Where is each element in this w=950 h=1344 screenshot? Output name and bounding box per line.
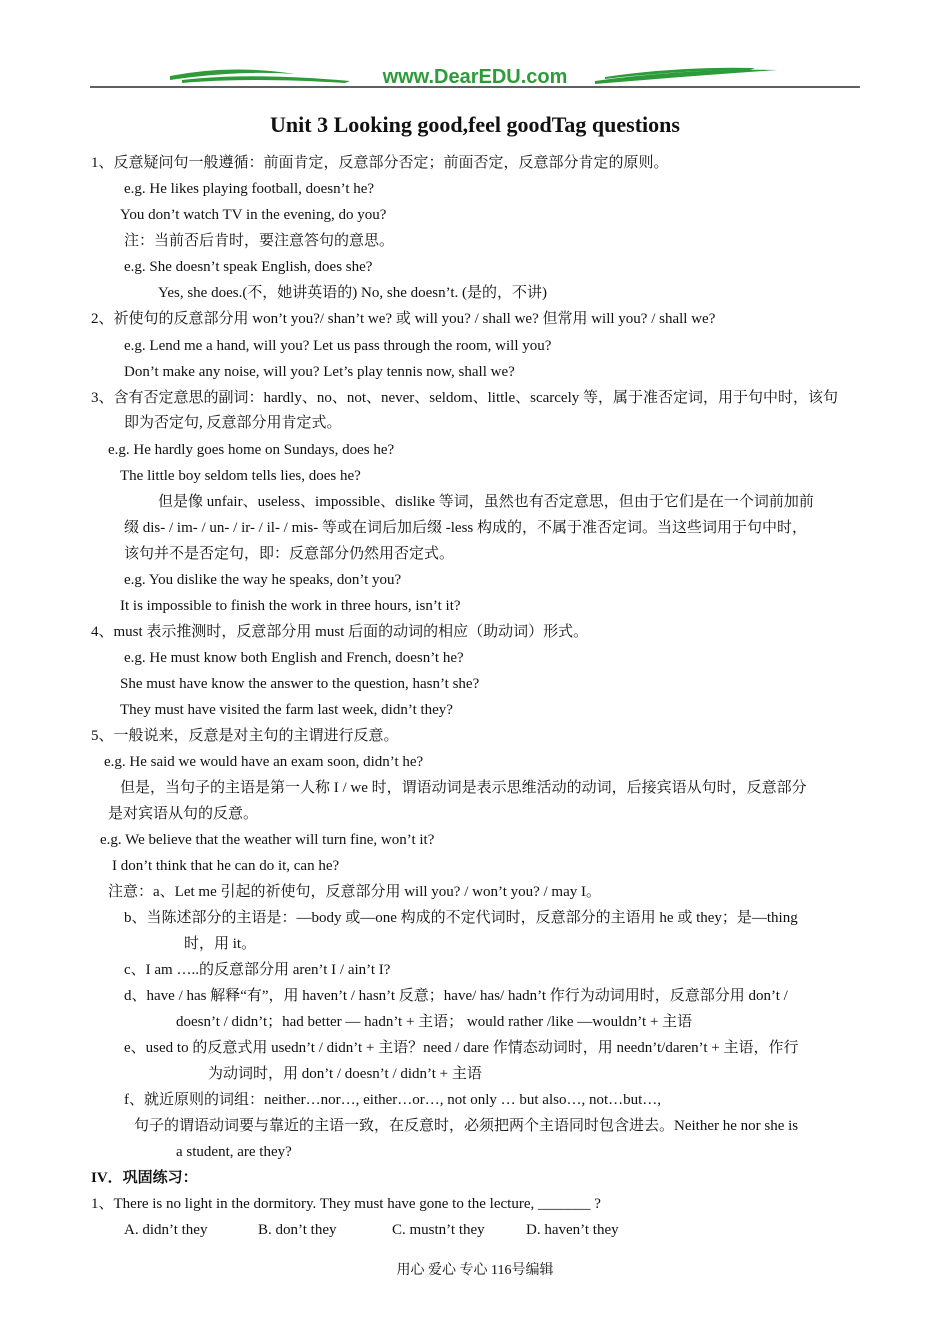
example-line: They must have visited the farm last week, didn’t they? [120, 702, 453, 718]
note-line: 为动词时，用 don’t / doesn’t / didn’t + 主语 [208, 1066, 482, 1082]
example-line: It is impossible to finish the work in three hours, isn’t it? [120, 598, 461, 614]
example-line: e.g. He likes playing football, doesn’t he? [124, 181, 375, 197]
example-line: e.g. You dislike the way he speaks, don’t you? [124, 572, 402, 588]
page-title: Unit 3 Looking good,feel goodTag questions [270, 112, 680, 137]
paragraph-line: 但是，当句子的主语是第一人称 I / we 时，谓语动词是表示思维活动的动词，后接宾语从句时，反意部分 [120, 780, 807, 796]
paragraph-line: 缀 dis- / im- / un- / ir- / il- / mis- 等或在词后加后缀 -less 构成的，不属于准否定词。当这些词用于句中时， [124, 520, 808, 536]
example-line: Don’t make any noise, will you? Let’s play tennis now, shall we? [124, 364, 515, 380]
rule-3-line: 3、含有否定意思的副词：hardly、no、not、never、seldom、little、scarcely 等，属于准否定词，用于句中时，该句 [91, 390, 839, 406]
note-line: 句子的谓语动词要与靠近的主语一致，在反意时，必须把两个主语同时包含进去。Neither he nor she is [134, 1118, 799, 1134]
rule-3-line: 即为否定句, 反意部分用肯定式。 [124, 415, 342, 431]
option-c: C. mustn’t they [392, 1222, 485, 1238]
rule-4-line: 4、must 表示推测时，反意部分用 must 后面的动词的相应（助动词）形式。 [91, 624, 589, 640]
paragraph-line: 该句并不是否定句，即：反意部分仍然用否定式。 [124, 546, 455, 562]
example-line: e.g. She doesn’t speak English, does she? [124, 259, 373, 275]
example-line: Yes, she does.(不，她讲英语的) No, she doesn’t. (是的，不讲) [158, 285, 548, 301]
example-line: e.g. He must know both English and French, doesn’t he? [124, 650, 464, 666]
note-line: f、就近原则的词组：neither…nor…, either…or…, not only … but also…, not…but…, [124, 1092, 662, 1108]
note-line: c、I am …..的反意部分用 aren’t I / ain’t I? [124, 962, 391, 978]
example-line: e.g. We believe that the weather will turn fine, won’t it? [100, 832, 435, 848]
rule-1-line: 1、反意疑问句一般遵循：前面肯定，反意部分否定；前面否定，反意部分肯定的原则。 [91, 155, 669, 171]
example-line: e.g. He said we would have an exam soon, didn’t he? [104, 754, 424, 770]
example-line: The little boy seldom tells lies, does he? [120, 468, 361, 484]
example-line: I don’t think that he can do it, can he? [112, 858, 340, 874]
question-line: 1、There is no light in the dormitory. They must have gone to the lecture, _______ ? [91, 1196, 601, 1212]
note-line: b、当陈述部分的主语是：—body 或—one 构成的不定代词时，反意部分的主语用 he 或 they；是—thing [124, 910, 798, 926]
note-line: 时，用 it。 [184, 936, 257, 952]
paragraph-line: 但是像 unfair、useless、impossible、dislike 等词，虽然也有否定意思，但由于它们是在一个词前加前 [158, 494, 814, 510]
note-line: 注：当前否后肯时，要注意答句的意思。 [124, 233, 395, 249]
rule-5-line: 5、一般说来，反意是对主句的主谓进行反意。 [91, 728, 399, 744]
note-line: e、used to 的反意式用 usedn’t / didn’t + 主语？need / dare 作情态动词时，用 needn’t/daren’t + 主语，作行 [124, 1040, 799, 1056]
example-line: You don’t watch TV in the evening, do you? [120, 207, 387, 223]
note-line: 注意：a、Let me 引起的祈使句，反意部分用 will you? / won’t you? / may I。 [108, 884, 602, 900]
option-d: D. haven’t they [526, 1222, 619, 1238]
site-name: www.DearEDU.com [382, 66, 568, 88]
option-b: B. don’t they [258, 1222, 337, 1238]
example-line: She must have know the answer to the question, hasn’t she? [120, 676, 480, 692]
note-line: d、have / has 解释“有”，用 haven’t / hasn’t 反意；have/ has/ hadn’t 作行为动词用时，反意部分用 don’t / [124, 988, 788, 1004]
note-line: doesn’t / didn’t；had better — hadn’t + 主语； would rather /like —wouldn’t + 主语 [176, 1014, 693, 1030]
option-a: A. didn’t they [124, 1222, 208, 1238]
rule-2-line: 2、祈使句的反意部分用 won’t you?/ shan’t we? 或 will you? / shall we? 但常用 will you? / shall we? [91, 311, 716, 327]
page-footer: 用心 爱心 专心 116号编辑 [396, 1263, 554, 1278]
section-heading: IV．巩固练习： [91, 1170, 198, 1186]
example-line: e.g. Lend me a hand, will you? Let us pass through the room, will you? [124, 338, 552, 354]
site-banner [90, 62, 860, 92]
example-line: e.g. He hardly goes home on Sundays, does he? [108, 442, 395, 458]
paragraph-line: 是对宾语从句的反意。 [108, 806, 259, 822]
note-line: a student, are they? [176, 1144, 292, 1160]
